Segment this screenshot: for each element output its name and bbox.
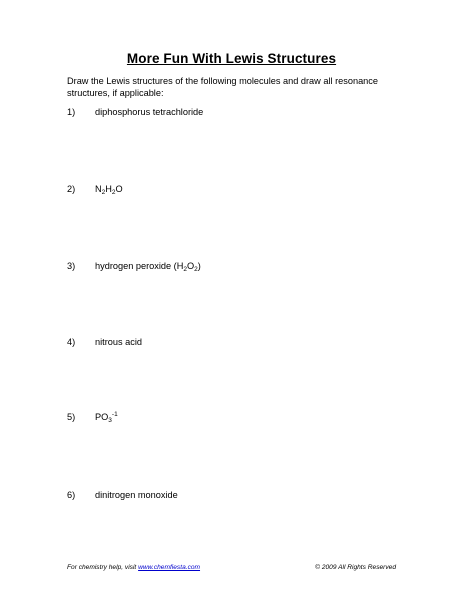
instructions-text: Draw the Lewis structures of the following molecules and draw all resonance structures, if applicable: (67, 76, 378, 98)
question-text: diphosphorus tetrachloride (95, 107, 204, 117)
footer-help (67, 564, 200, 571)
question-4 (67, 336, 142, 348)
question-5 (67, 411, 118, 423)
question-text: dinitrogen monoxide (95, 490, 178, 500)
question-text: nitrous acid (95, 337, 142, 347)
question-number: 2) (67, 184, 76, 194)
question-number: 1) (67, 107, 76, 117)
question-number: 4) (67, 337, 76, 347)
chemfiesta-link[interactable]: www.chemfiesta.com (138, 564, 201, 571)
question-number: 6) (67, 490, 76, 500)
question-1 (67, 106, 203, 118)
question-6 (67, 489, 178, 501)
worksheet-title: More Fun With Lewis Structures (126, 51, 337, 66)
question-text: hydrogen peroxide $(H_2O_2)$ (95, 261, 201, 273)
formula-text: $N_2H_2O$ (95, 184, 123, 196)
question-2 (67, 183, 123, 195)
formula-text: $PO_3^{-1}$ (95, 411, 118, 424)
question-number: 5) (67, 412, 76, 422)
footer-copyright: © 2009 All Rights Reserved (315, 564, 396, 571)
footer-help-text: For chemistry help, visit (67, 564, 139, 571)
question-number: 3) (67, 261, 76, 271)
question-3 (67, 260, 201, 272)
